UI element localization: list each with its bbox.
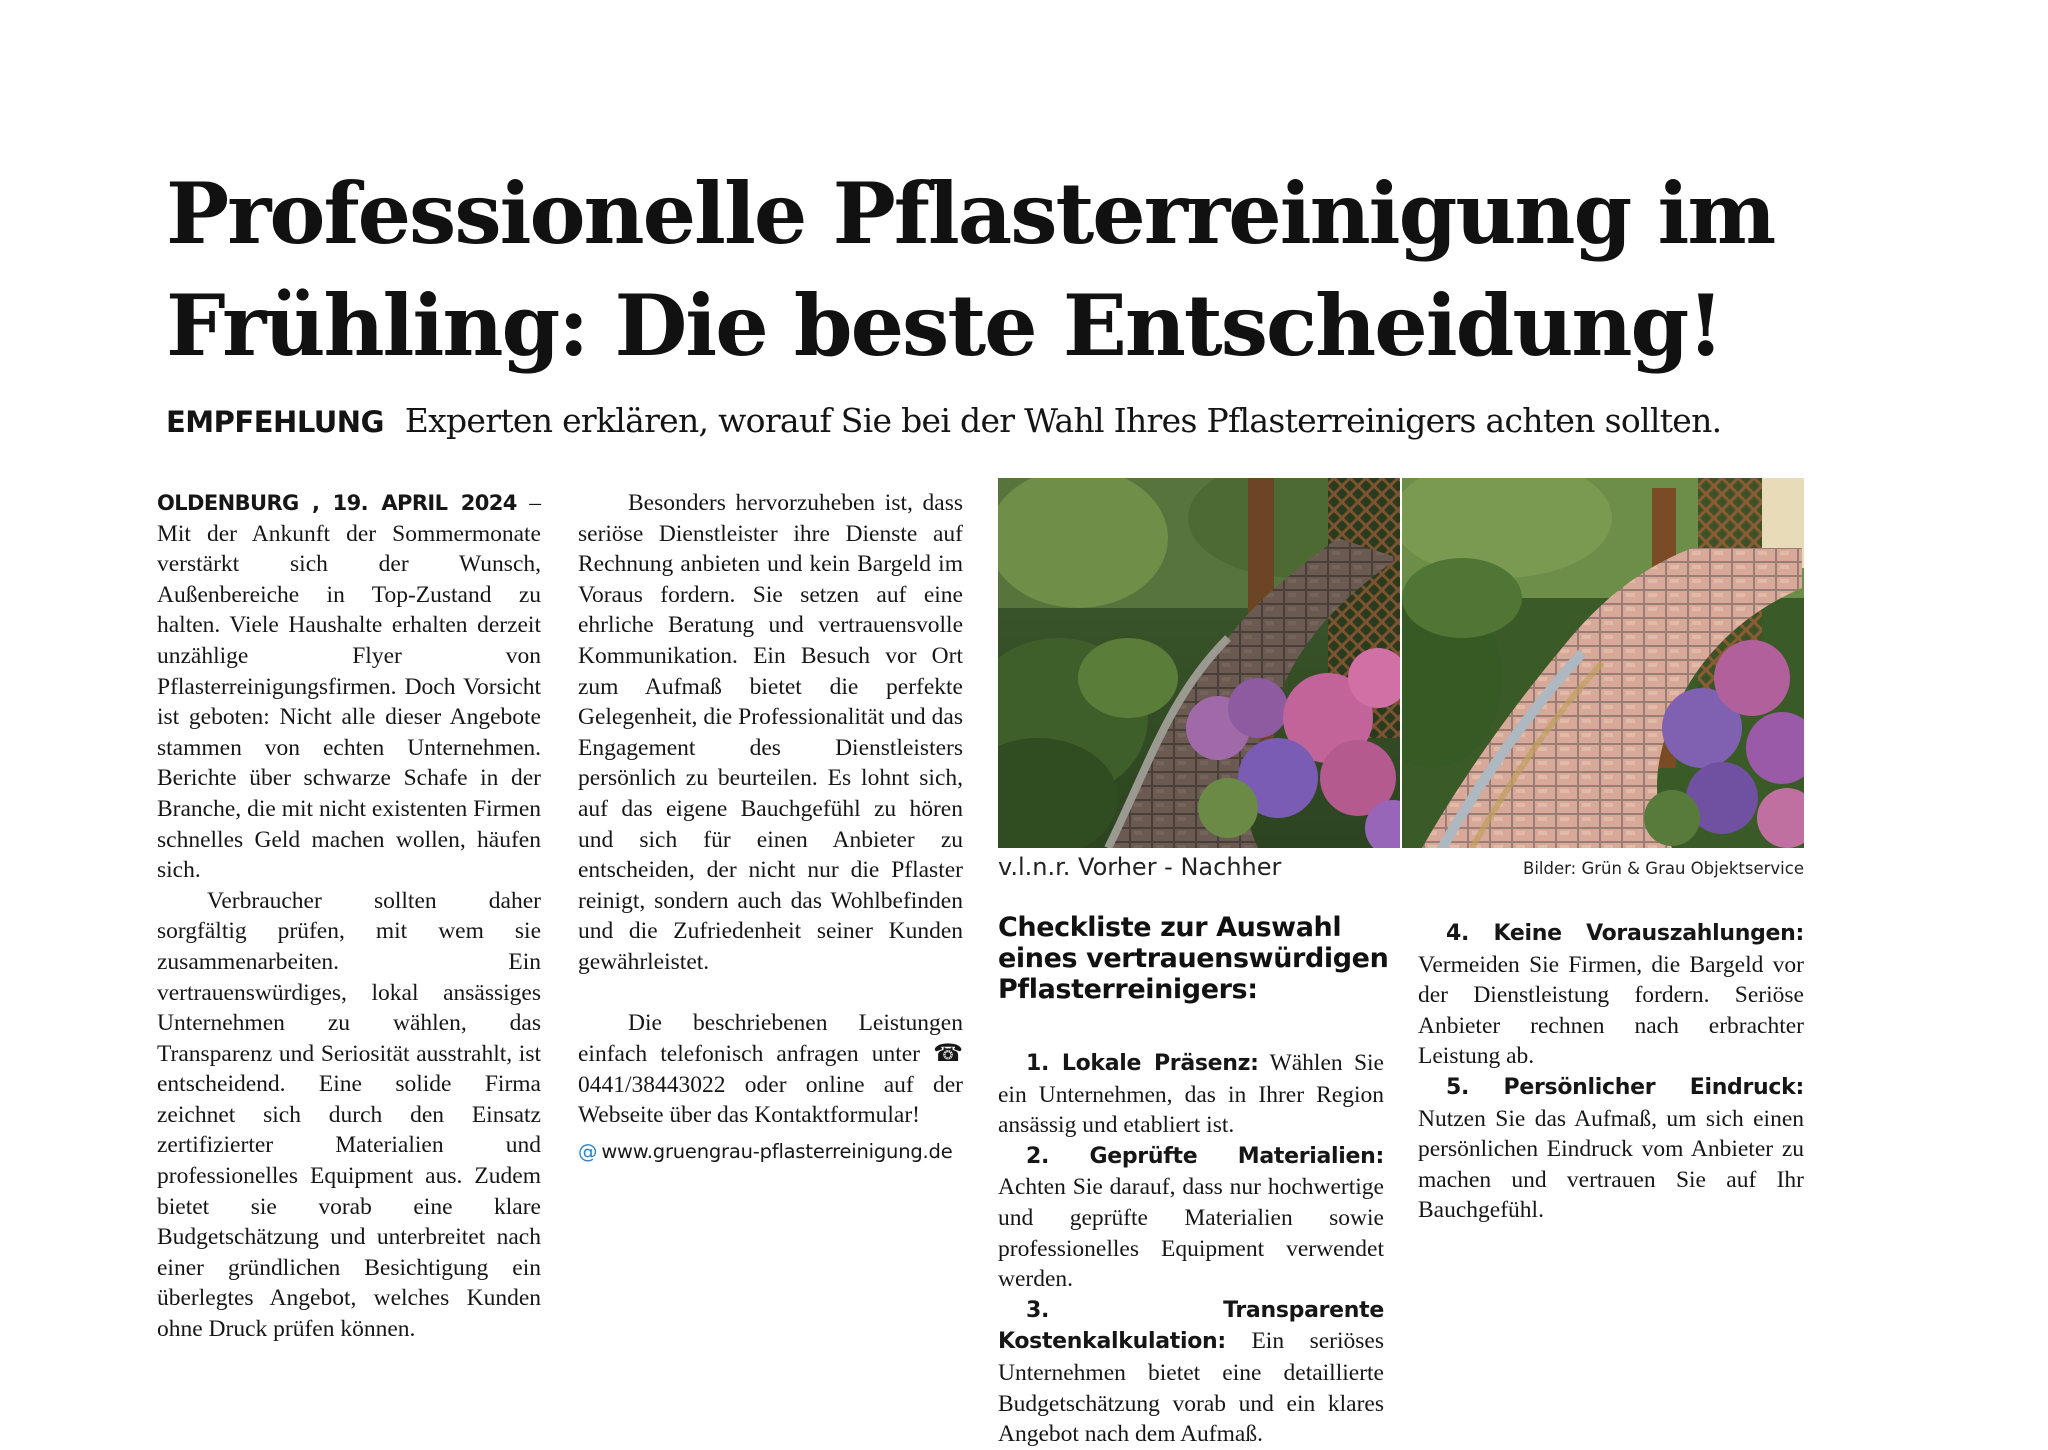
checklist-item-3-label: 3. Transparente Kostenkalkulation: [998,1297,1384,1355]
contact-text: Die beschriebenen Leistungen einfach telefonisch anfragen unter [578,1009,963,1068]
kicker-label: EMPFEHLUNG [166,405,384,439]
website-line [578,1137,963,1168]
lead-paragraph [157,488,541,886]
checklist-item-4-text: Vermeiden Sie Firmen, die Bargeld vor der Dienstleistung fordern. Seriöse Anbieter rechnen nach erbrachter Leistung ab. [1418,951,1804,1070]
before-photo [998,478,1400,848]
checklist-item-1-text: Wählen Sie ein Unternehmen, das in Ihrer Region ansässig und etabliert ist. [998,1050,1384,1139]
after-photo [1402,478,1804,848]
contact-after-text: oder online auf der Webseite über das Kontaktformular! [578,1071,964,1129]
article-column-1 [157,488,541,1345]
figure-caption [998,853,1804,883]
telephone-icon: ☎ [933,1039,963,1068]
checklist-title: Checkliste zur Auswahl eines vertrauenswürdigen Pflasterreinigers: [998,912,1389,1005]
subheadline [166,398,1866,445]
before-after-figure [998,478,1804,848]
checklist-column-1 [998,1048,1384,1450]
article-column-2 [578,488,963,1167]
dateline: OLDENBURG , 19. APRIL 2024 [157,491,517,515]
checklist-item-5 [1418,1072,1804,1226]
paragraph-3: Besonders hervorzuheben ist, dass seriöse Dienstleister ihre Dienste auf Rechnung anbieten und kein Bargeld im Voraus fordern. Sie setzen auf eine ehrliche Beratung und vertrauensvolle Kommunikation. Ein Besuch vor Ort zum Aufmaß bietet die perfekte Gelegenheit, die Professionalität und das Engagement des Dienstleisters persönlich zu beurteilen. Es lohnt sich, auf das eigene Bauchgefühl zu hören und sich für einen Anbieter zu entscheiden, der nicht nur die Pflaster reinigt, sondern auch das Wohlbefinden und die Zufriedenheit seiner Kunden gewährleistet. [578,490,963,975]
checklist-item-5-text: Nutzen Sie das Aufmaß, um sich einen persönlichen Eindruck vom Anbieter zu machen und vertrauen Sie auf Ihr Bauchgefühl. [1418,1105,1804,1224]
website-link[interactable]: www.gruengrau-pflasterreinigung.de [601,1139,953,1163]
contact-paragraph [578,1008,963,1131]
phone-number: 0441/38443022 [578,1071,726,1098]
checklist-item-3-start [998,1295,1384,1450]
deck-text: Experten erklären, worauf Sie bei der Wahl Ihres Pflasterreinigers achten sollten. [404,401,1722,440]
photo-credit: Bilder: Grün & Grau Objektservice [1523,859,1804,878]
checklist-item-2-text: Achten Sie darauf, dass nur hochwertige und geprüfte Materialien sowie professionelles Equipment verwendet werden. [998,1174,1384,1293]
article-headline: Professionelle Pflasterreinigung im Frühling: Die beste Entscheidung! [166,164,1775,375]
at-sign-icon: @ [578,1139,598,1163]
checklist-item-3-text: Ein seriöses Unternehmen bietet eine detaillierte Budgetschätzung vorab und ein klares Angebot nach dem Aufmaß. [998,1328,1384,1448]
checklist-item-5-label: 5. Persönlicher Eindruck: [1446,1074,1804,1100]
checklist-item-1-label: 1. Lokale Präsenz: [1026,1051,1259,1076]
checklist-item-1 [998,1048,1384,1141]
checklist-column-2 [1418,918,1804,1226]
paragraph-spacer [578,978,963,1008]
checklist-item-2 [998,1141,1384,1295]
caption-text: v.l.n.r. Vorher - Nachher [998,853,1282,881]
paragraph-2: Verbraucher sollten daher sorgfältig prüfen, mit wem sie zusammenarbeiten. Ein vertrauenswürdiges, lokal ansässiges Unternehmen zu wählen, das Transparenz und Seriosität ausstrahlt, ist entscheidend. Eine solide Firma zeichnet sich durch den Einsatz zertifizierter Materialien und professionelles Equipment aus. Zudem bietet sie vorab eine klare Budgetschätzung und unterbreitet nach einer gründlichen Besichtigung ein überlegtes Angebot, welches Kunden ohne Druck prüfen können. [157,887,541,1343]
paragraph-1-text: Mit der Ankunft der Sommermonate verstärkt sich der Wunsch, Außenbereiche in Top-Zustand zu halten. Viele Haushalte erhalten derzeit unzählige Flyer von Pflasterreinigungsfirmen. Doch Vorsicht ist geboten: Nicht alle dieser Angebote stammen von echten Unternehmen. Berichte über schwarze Schafe in der Branche, die mit nicht existenten Firmen schnelles Geld machen wollen, häufen sich. [157,520,541,884]
checklist-item-2-label: 2. Geprüfte Materialien: [1026,1143,1384,1169]
checklist-item-4-label: 4. Keine Vorauszahlungen: [1446,921,1804,946]
checklist-item-4 [1418,918,1804,1072]
dateline-dash: – [516,490,541,516]
